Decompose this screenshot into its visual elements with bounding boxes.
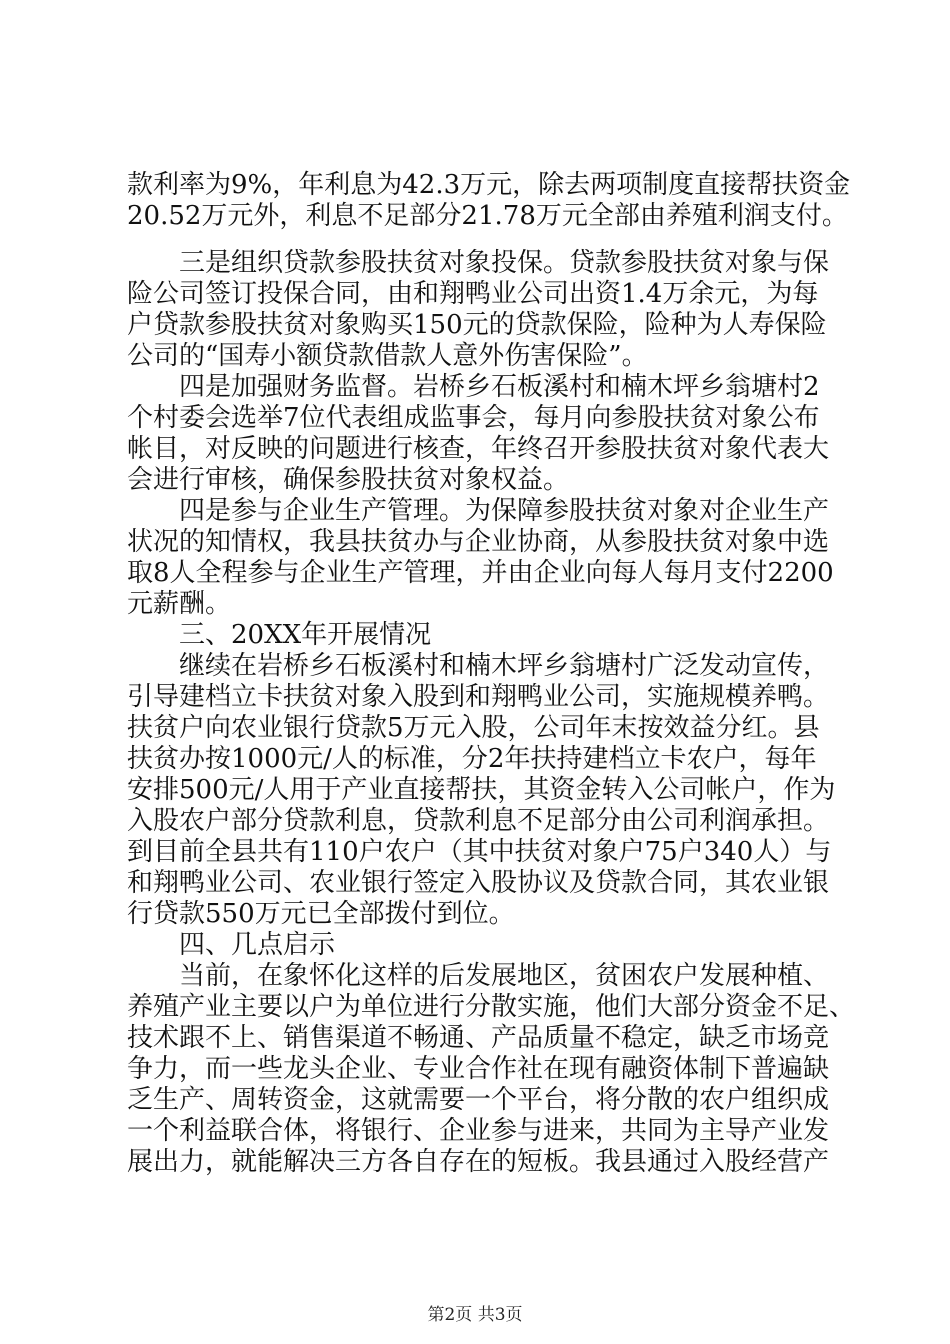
text-line: 引导建档立卡扶贫对象入股到和翔鸭业公司，实施规模养鸭。 <box>127 682 830 712</box>
text-line: 20.52万元外，利息不足部分21.78万元全部由养殖利润支付。 <box>127 201 848 231</box>
text-line: 展出力，就能解决三方各自存在的短板。我县通过入股经营产 <box>127 1147 830 1177</box>
section-heading: 四、几点启示 <box>127 930 336 960</box>
text-line: 安排500元/人用于产业直接帮扶，其资金转入公司帐户，作为 <box>127 775 836 805</box>
text-line: 公司的“国寿小额贷款借款人意外伤害保险”。 <box>127 341 648 371</box>
text-line: 四是加强财务监督。岩桥乡石板溪村和楠木坪乡翁塘村2 <box>127 372 820 402</box>
text-line: 险公司签订投保合同，由和翔鸭业公司出资1.4万余元，为每 <box>127 279 819 309</box>
text-line: 个村委会选举7位代表组成监事会，每月向参股扶贫对象公布 <box>127 403 820 433</box>
text-line: 会进行审核，确保参股扶贫对象权益。 <box>127 465 570 495</box>
text-line: 取8人全程参与企业生产管理，并由企业向每人每月支付2200 <box>127 558 834 588</box>
page-footer: 第2页 共3页 <box>427 1305 523 1325</box>
text-line: 三是组织贷款参股扶贫对象投保。贷款参股扶贫对象与保 <box>127 248 830 278</box>
text-line: 扶贫办按1000元/人的标准，分2年扶持建档立卡农户，每年 <box>127 744 817 774</box>
text-line: 扶贫户向农业银行贷款5万元入股，公司年末按效益分红。县 <box>127 713 820 743</box>
text-line: 行贷款550万元已全部拨付到位。 <box>127 899 515 929</box>
text-line: 帐目，对反映的问题进行核查，年终召开参股扶贫对象代表大 <box>127 434 830 464</box>
text-line: 技术跟不上、销售渠道不畅通、产品质量不稳定，缺乏市场竞 <box>127 1023 830 1053</box>
document-body <box>127 170 856 1178</box>
section-heading: 三、20XX年开展情况 <box>127 620 432 650</box>
text-line: 乏生产、周转资金，这就需要一个平台，将分散的农户组织成 <box>127 1085 830 1115</box>
text-line: 争力，而一些龙头企业、专业合作社在现有融资体制下普遍缺 <box>127 1054 830 1084</box>
text-line: 四是参与企业生产管理。为保障参股扶贫对象对企业生产 <box>127 496 830 526</box>
text-line: 入股农户部分贷款利息，贷款利息不足部分由公司利润承担。 <box>127 806 830 836</box>
text-line: 一个利益联合体，将银行、企业参与进来，共同为主导产业发 <box>127 1116 830 1146</box>
text-line: 元薪酬。 <box>127 589 232 619</box>
text-line: 状况的知情权，我县扶贫办与企业协商，从参股扶贫对象中选 <box>127 527 830 557</box>
text-line: 和翔鸭业公司、农业银行签定入股协议及贷款合同，其农业银 <box>127 868 830 898</box>
paragraph-gap <box>127 232 847 248</box>
text-line: 户贷款参股扶贫对象购买150元的贷款保险，险种为人寿保险 <box>127 310 827 340</box>
text-line: 当前，在象怀化这样的后发展地区，贫困农户发展种植、 <box>127 961 830 991</box>
text-line: 到目前全县共有110户农户（其中扶贫对象户75户340人）与 <box>127 837 832 867</box>
text-line: 养殖产业主要以户为单位进行分散实施，他们大部分资金不足、 <box>127 992 856 1022</box>
text-line: 继续在岩桥乡石板溪村和楠木坪乡翁塘村广泛发动宣传， <box>127 651 830 681</box>
text-line: 款利率为9%，年利息为42.3万元，除去两项制度直接帮扶资金 <box>127 170 851 200</box>
